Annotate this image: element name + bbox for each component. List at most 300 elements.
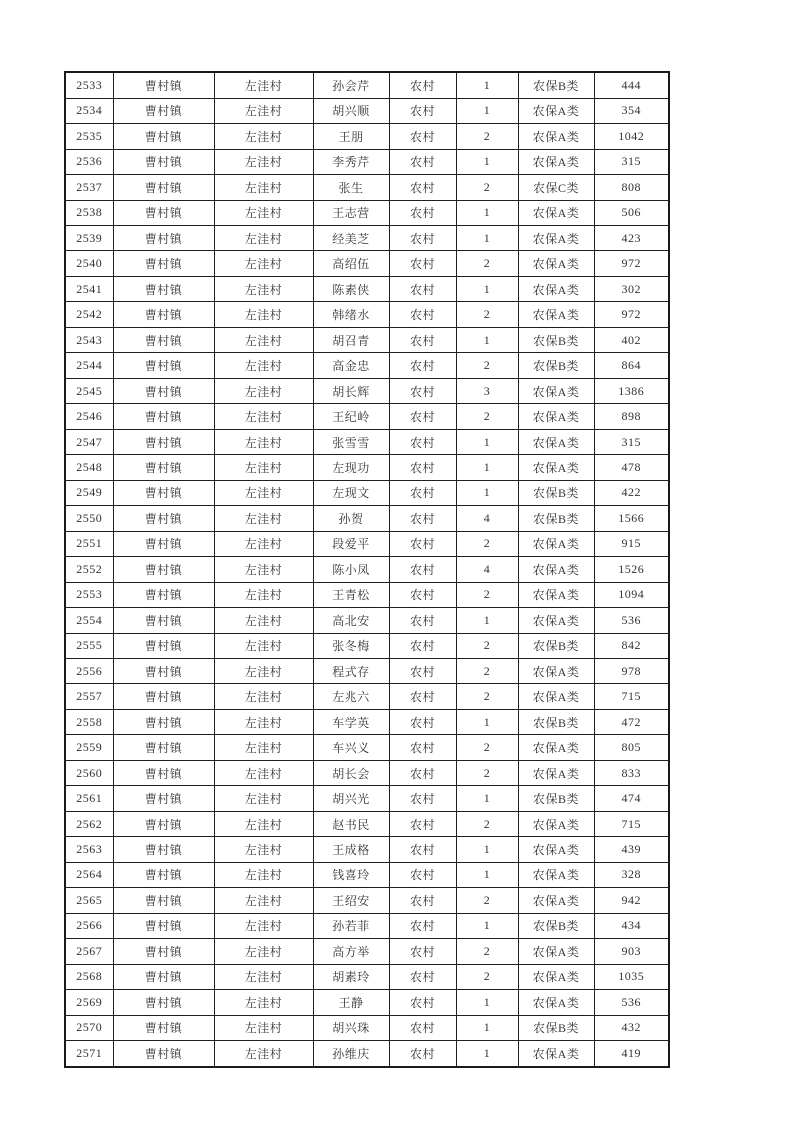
cell-count: 1 [456, 98, 518, 123]
cell-person_name: 孙维庆 [313, 1041, 389, 1067]
table-row [65, 226, 669, 251]
cell-count: 1 [456, 276, 518, 301]
table-row [65, 862, 669, 887]
table-row [65, 175, 669, 200]
cell-insurance_class: 农保B类 [518, 506, 594, 531]
cell-residence_type: 农村 [389, 913, 456, 938]
cell-insurance_class: 农保A类 [518, 964, 594, 989]
cell-id: 2545 [65, 378, 113, 403]
cell-count: 2 [456, 582, 518, 607]
cell-residence_type: 农村 [389, 429, 456, 454]
cell-person_name: 陈小凤 [313, 557, 389, 582]
cell-town: 曹村镇 [113, 608, 214, 633]
cell-person_name: 王绍安 [313, 888, 389, 913]
cell-count: 2 [456, 251, 518, 276]
cell-village: 左洼村 [214, 480, 313, 505]
cell-residence_type: 农村 [389, 200, 456, 225]
cell-id: 2552 [65, 557, 113, 582]
cell-residence_type: 农村 [389, 709, 456, 734]
cell-village: 左洼村 [214, 684, 313, 709]
cell-id: 2539 [65, 226, 113, 251]
cell-village: 左洼村 [214, 378, 313, 403]
cell-amount: 864 [594, 353, 669, 378]
cell-insurance_class: 农保A类 [518, 455, 594, 480]
cell-id: 2568 [65, 964, 113, 989]
cell-residence_type: 农村 [389, 633, 456, 658]
cell-id: 2542 [65, 302, 113, 327]
cell-amount: 972 [594, 251, 669, 276]
cell-village: 左洼村 [214, 506, 313, 531]
table-row [65, 760, 669, 785]
cell-person_name: 孙贺 [313, 506, 389, 531]
cell-id: 2535 [65, 124, 113, 149]
cell-amount: 715 [594, 811, 669, 836]
cell-town: 曹村镇 [113, 990, 214, 1015]
cell-town: 曹村镇 [113, 276, 214, 301]
table-row [65, 98, 669, 123]
table-row [65, 1015, 669, 1040]
cell-person_name: 陈素侠 [313, 276, 389, 301]
cell-amount: 842 [594, 633, 669, 658]
cell-count: 1 [456, 1041, 518, 1067]
cell-person_name: 李秀芹 [313, 149, 389, 174]
cell-insurance_class: 农保A类 [518, 276, 594, 301]
table-row [65, 735, 669, 760]
cell-count: 2 [456, 302, 518, 327]
table-row [65, 582, 669, 607]
cell-count: 2 [456, 888, 518, 913]
cell-residence_type: 农村 [389, 480, 456, 505]
cell-village: 左洼村 [214, 837, 313, 862]
cell-town: 曹村镇 [113, 149, 214, 174]
table-row [65, 888, 669, 913]
cell-town: 曹村镇 [113, 633, 214, 658]
cell-town: 曹村镇 [113, 862, 214, 887]
cell-person_name: 赵书民 [313, 811, 389, 836]
table-row [65, 633, 669, 658]
cell-person_name: 胡兴光 [313, 786, 389, 811]
cell-residence_type: 农村 [389, 939, 456, 964]
cell-village: 左洼村 [214, 913, 313, 938]
cell-id: 2544 [65, 353, 113, 378]
cell-count: 2 [456, 964, 518, 989]
cell-amount: 354 [594, 98, 669, 123]
cell-insurance_class: 农保B类 [518, 633, 594, 658]
cell-village: 左洼村 [214, 124, 313, 149]
cell-insurance_class: 农保A类 [518, 200, 594, 225]
cell-id: 2570 [65, 1015, 113, 1040]
cell-person_name: 程式存 [313, 658, 389, 683]
cell-town: 曹村镇 [113, 480, 214, 505]
cell-insurance_class: 农保B类 [518, 480, 594, 505]
cell-count: 1 [456, 837, 518, 862]
cell-amount: 472 [594, 709, 669, 734]
cell-residence_type: 农村 [389, 327, 456, 352]
cell-count: 1 [456, 862, 518, 887]
cell-village: 左洼村 [214, 633, 313, 658]
cell-person_name: 段爱平 [313, 531, 389, 556]
cell-insurance_class: 农保A类 [518, 582, 594, 607]
table-row [65, 506, 669, 531]
table-row [65, 276, 669, 301]
cell-amount: 915 [594, 531, 669, 556]
cell-town: 曹村镇 [113, 811, 214, 836]
table-row [65, 837, 669, 862]
cell-town: 曹村镇 [113, 251, 214, 276]
table-row [65, 964, 669, 989]
cell-person_name: 胡召青 [313, 327, 389, 352]
cell-insurance_class: 农保C类 [518, 175, 594, 200]
cell-count: 2 [456, 124, 518, 149]
cell-person_name: 王静 [313, 990, 389, 1015]
cell-amount: 506 [594, 200, 669, 225]
cell-village: 左洼村 [214, 939, 313, 964]
cell-town: 曹村镇 [113, 760, 214, 785]
cell-town: 曹村镇 [113, 72, 214, 98]
cell-residence_type: 农村 [389, 582, 456, 607]
cell-id: 2536 [65, 149, 113, 174]
cell-amount: 833 [594, 760, 669, 785]
table-row [65, 658, 669, 683]
cell-residence_type: 农村 [389, 735, 456, 760]
table-row [65, 149, 669, 174]
cell-village: 左洼村 [214, 1041, 313, 1067]
cell-residence_type: 农村 [389, 531, 456, 556]
cell-count: 2 [456, 175, 518, 200]
cell-person_name: 胡长辉 [313, 378, 389, 403]
cell-insurance_class: 农保A类 [518, 811, 594, 836]
cell-person_name: 王朋 [313, 124, 389, 149]
cell-town: 曹村镇 [113, 506, 214, 531]
table-row [65, 531, 669, 556]
cell-village: 左洼村 [214, 862, 313, 887]
cell-town: 曹村镇 [113, 1015, 214, 1040]
cell-person_name: 高方举 [313, 939, 389, 964]
cell-village: 左洼村 [214, 735, 313, 760]
cell-id: 2555 [65, 633, 113, 658]
cell-village: 左洼村 [214, 557, 313, 582]
cell-village: 左洼村 [214, 429, 313, 454]
cell-id: 2541 [65, 276, 113, 301]
cell-residence_type: 农村 [389, 175, 456, 200]
cell-amount: 536 [594, 608, 669, 633]
cell-count: 1 [456, 226, 518, 251]
cell-town: 曹村镇 [113, 200, 214, 225]
cell-id: 2538 [65, 200, 113, 225]
cell-count: 1 [456, 913, 518, 938]
cell-village: 左洼村 [214, 149, 313, 174]
cell-residence_type: 农村 [389, 658, 456, 683]
table-row [65, 557, 669, 582]
cell-amount: 402 [594, 327, 669, 352]
cell-amount: 434 [594, 913, 669, 938]
cell-amount: 1526 [594, 557, 669, 582]
cell-town: 曹村镇 [113, 658, 214, 683]
cell-insurance_class: 农保A类 [518, 429, 594, 454]
cell-insurance_class: 农保A类 [518, 888, 594, 913]
cell-person_name: 胡兴顺 [313, 98, 389, 123]
table-row [65, 608, 669, 633]
cell-insurance_class: 农保A类 [518, 760, 594, 785]
cell-insurance_class: 农保A类 [518, 1041, 594, 1067]
cell-town: 曹村镇 [113, 888, 214, 913]
cell-amount: 942 [594, 888, 669, 913]
cell-amount: 1566 [594, 506, 669, 531]
cell-person_name: 经美芝 [313, 226, 389, 251]
cell-insurance_class: 农保A类 [518, 658, 594, 683]
table-row [65, 302, 669, 327]
table-row [65, 684, 669, 709]
cell-village: 左洼村 [214, 658, 313, 683]
cell-residence_type: 农村 [389, 506, 456, 531]
cell-village: 左洼村 [214, 404, 313, 429]
cell-town: 曹村镇 [113, 404, 214, 429]
cell-id: 2560 [65, 760, 113, 785]
cell-residence_type: 农村 [389, 455, 456, 480]
cell-village: 左洼村 [214, 353, 313, 378]
cell-town: 曹村镇 [113, 837, 214, 862]
cell-insurance_class: 农保B类 [518, 353, 594, 378]
cell-id: 2540 [65, 251, 113, 276]
cell-village: 左洼村 [214, 175, 313, 200]
cell-residence_type: 农村 [389, 862, 456, 887]
cell-id: 2571 [65, 1041, 113, 1067]
cell-residence_type: 农村 [389, 684, 456, 709]
cell-amount: 536 [594, 990, 669, 1015]
table-row [65, 327, 669, 352]
cell-village: 左洼村 [214, 990, 313, 1015]
cell-residence_type: 农村 [389, 98, 456, 123]
cell-person_name: 左兆六 [313, 684, 389, 709]
cell-amount: 978 [594, 658, 669, 683]
cell-village: 左洼村 [214, 709, 313, 734]
cell-insurance_class: 农保A类 [518, 990, 594, 1015]
cell-town: 曹村镇 [113, 124, 214, 149]
cell-person_name: 王纪岭 [313, 404, 389, 429]
cell-count: 1 [456, 480, 518, 505]
cell-village: 左洼村 [214, 760, 313, 785]
cell-person_name: 孙若菲 [313, 913, 389, 938]
cell-residence_type: 农村 [389, 760, 456, 785]
cell-insurance_class: 农保A类 [518, 939, 594, 964]
table-row [65, 429, 669, 454]
cell-town: 曹村镇 [113, 557, 214, 582]
cell-person_name: 胡素玲 [313, 964, 389, 989]
cell-amount: 444 [594, 72, 669, 98]
cell-id: 2559 [65, 735, 113, 760]
cell-town: 曹村镇 [113, 531, 214, 556]
table-row [65, 455, 669, 480]
table-row [65, 913, 669, 938]
cell-count: 2 [456, 684, 518, 709]
cell-person_name: 高绍伍 [313, 251, 389, 276]
cell-amount: 903 [594, 939, 669, 964]
cell-residence_type: 农村 [389, 837, 456, 862]
cell-count: 1 [456, 455, 518, 480]
cell-amount: 898 [594, 404, 669, 429]
cell-village: 左洼村 [214, 200, 313, 225]
cell-village: 左洼村 [214, 327, 313, 352]
cell-insurance_class: 农保B类 [518, 1015, 594, 1040]
cell-residence_type: 农村 [389, 226, 456, 251]
cell-person_name: 高金忠 [313, 353, 389, 378]
cell-residence_type: 农村 [389, 608, 456, 633]
cell-town: 曹村镇 [113, 353, 214, 378]
cell-town: 曹村镇 [113, 786, 214, 811]
cell-id: 2556 [65, 658, 113, 683]
cell-id: 2537 [65, 175, 113, 200]
cell-village: 左洼村 [214, 608, 313, 633]
cell-count: 2 [456, 735, 518, 760]
cell-person_name: 张冬梅 [313, 633, 389, 658]
cell-town: 曹村镇 [113, 455, 214, 480]
cell-person_name: 王成格 [313, 837, 389, 862]
cell-amount: 478 [594, 455, 669, 480]
cell-town: 曹村镇 [113, 226, 214, 251]
cell-person_name: 张生 [313, 175, 389, 200]
cell-count: 2 [456, 353, 518, 378]
cell-village: 左洼村 [214, 582, 313, 607]
cell-id: 2564 [65, 862, 113, 887]
cell-count: 1 [456, 429, 518, 454]
table-row [65, 72, 669, 98]
cell-insurance_class: 农保B类 [518, 913, 594, 938]
cell-amount: 422 [594, 480, 669, 505]
cell-person_name: 胡兴珠 [313, 1015, 389, 1040]
cell-residence_type: 农村 [389, 149, 456, 174]
cell-village: 左洼村 [214, 888, 313, 913]
cell-town: 曹村镇 [113, 378, 214, 403]
cell-village: 左洼村 [214, 251, 313, 276]
cell-count: 2 [456, 633, 518, 658]
cell-village: 左洼村 [214, 455, 313, 480]
cell-village: 左洼村 [214, 786, 313, 811]
cell-count: 2 [456, 939, 518, 964]
cell-insurance_class: 农保A类 [518, 302, 594, 327]
cell-residence_type: 农村 [389, 404, 456, 429]
cell-count: 1 [456, 72, 518, 98]
cell-amount: 1094 [594, 582, 669, 607]
cell-count: 1 [456, 786, 518, 811]
cell-town: 曹村镇 [113, 939, 214, 964]
cell-count: 2 [456, 811, 518, 836]
cell-village: 左洼村 [214, 531, 313, 556]
cell-id: 2533 [65, 72, 113, 98]
cell-person_name: 车学英 [313, 709, 389, 734]
cell-insurance_class: 农保A类 [518, 684, 594, 709]
cell-town: 曹村镇 [113, 964, 214, 989]
table-row [65, 404, 669, 429]
cell-insurance_class: 农保A类 [518, 862, 594, 887]
cell-id: 2549 [65, 480, 113, 505]
cell-amount: 972 [594, 302, 669, 327]
cell-town: 曹村镇 [113, 735, 214, 760]
cell-id: 2554 [65, 608, 113, 633]
cell-count: 1 [456, 327, 518, 352]
cell-insurance_class: 农保A类 [518, 251, 594, 276]
cell-village: 左洼村 [214, 276, 313, 301]
cell-id: 2547 [65, 429, 113, 454]
cell-residence_type: 农村 [389, 811, 456, 836]
cell-person_name: 左现文 [313, 480, 389, 505]
cell-insurance_class: 农保A类 [518, 531, 594, 556]
cell-town: 曹村镇 [113, 582, 214, 607]
cell-person_name: 钱喜玲 [313, 862, 389, 887]
cell-amount: 439 [594, 837, 669, 862]
cell-count: 1 [456, 709, 518, 734]
cell-amount: 715 [594, 684, 669, 709]
cell-amount: 1035 [594, 964, 669, 989]
cell-town: 曹村镇 [113, 429, 214, 454]
cell-count: 4 [456, 506, 518, 531]
cell-person_name: 左现功 [313, 455, 389, 480]
cell-person_name: 王青松 [313, 582, 389, 607]
cell-insurance_class: 农保A类 [518, 735, 594, 760]
cell-count: 1 [456, 990, 518, 1015]
cell-village: 左洼村 [214, 302, 313, 327]
cell-village: 左洼村 [214, 226, 313, 251]
cell-residence_type: 农村 [389, 888, 456, 913]
cell-id: 2551 [65, 531, 113, 556]
table-row [65, 200, 669, 225]
cell-amount: 419 [594, 1041, 669, 1067]
cell-person_name: 胡长会 [313, 760, 389, 785]
cell-person_name: 高北安 [313, 608, 389, 633]
cell-residence_type: 农村 [389, 72, 456, 98]
cell-id: 2543 [65, 327, 113, 352]
cell-town: 曹村镇 [113, 913, 214, 938]
cell-id: 2557 [65, 684, 113, 709]
cell-id: 2548 [65, 455, 113, 480]
cell-town: 曹村镇 [113, 709, 214, 734]
cell-village: 左洼村 [214, 811, 313, 836]
cell-person_name: 张雪雪 [313, 429, 389, 454]
cell-insurance_class: 农保A类 [518, 557, 594, 582]
cell-count: 2 [456, 404, 518, 429]
cell-amount: 1386 [594, 378, 669, 403]
cell-id: 2562 [65, 811, 113, 836]
insurance-roster-table [64, 71, 670, 1068]
cell-count: 2 [456, 531, 518, 556]
cell-town: 曹村镇 [113, 175, 214, 200]
cell-town: 曹村镇 [113, 327, 214, 352]
cell-insurance_class: 农保B类 [518, 327, 594, 352]
cell-village: 左洼村 [214, 98, 313, 123]
cell-count: 1 [456, 608, 518, 633]
cell-person_name: 韩绪水 [313, 302, 389, 327]
cell-amount: 808 [594, 175, 669, 200]
cell-amount: 302 [594, 276, 669, 301]
cell-count: 1 [456, 200, 518, 225]
table-row [65, 480, 669, 505]
table-row [65, 811, 669, 836]
cell-count: 4 [456, 557, 518, 582]
cell-insurance_class: 农保B类 [518, 786, 594, 811]
cell-insurance_class: 农保A类 [518, 226, 594, 251]
cell-count: 3 [456, 378, 518, 403]
table-row [65, 709, 669, 734]
cell-amount: 432 [594, 1015, 669, 1040]
cell-count: 2 [456, 658, 518, 683]
cell-insurance_class: 农保A类 [518, 404, 594, 429]
table-row [65, 786, 669, 811]
cell-residence_type: 农村 [389, 124, 456, 149]
cell-id: 2565 [65, 888, 113, 913]
cell-residence_type: 农村 [389, 964, 456, 989]
cell-insurance_class: 农保A类 [518, 378, 594, 403]
cell-amount: 315 [594, 429, 669, 454]
cell-count: 2 [456, 760, 518, 785]
